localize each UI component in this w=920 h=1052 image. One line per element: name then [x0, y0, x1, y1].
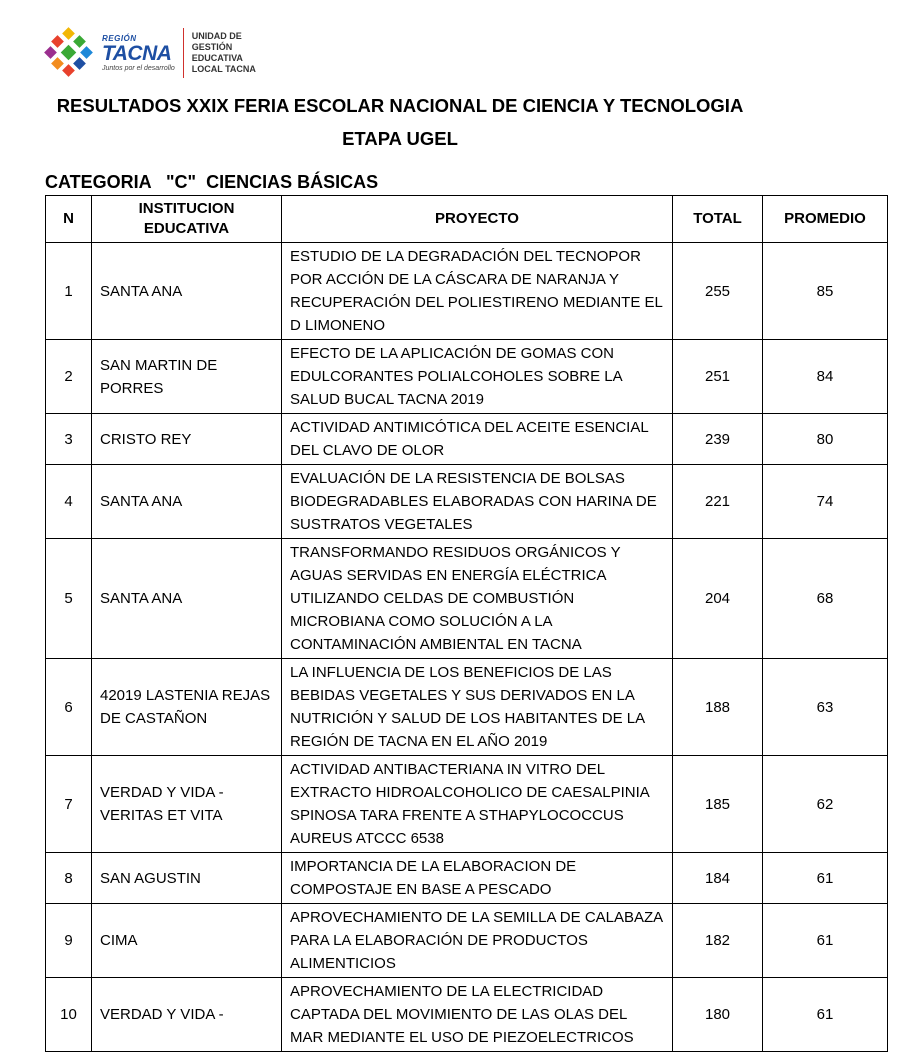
cell-number: 3 — [46, 414, 92, 465]
cell-institution: CRISTO REY — [92, 414, 282, 465]
header-institution: INSTITUCION EDUCATIVA — [92, 196, 282, 243]
cell-average: 63 — [763, 659, 888, 756]
table-row — [46, 539, 888, 659]
cell-number: 1 — [46, 243, 92, 340]
cell-number: 7 — [46, 756, 92, 853]
header-average: PROMEDIO — [763, 196, 888, 243]
cell-project: ESTUDIO DE LA DEGRADACIÓN DEL TECNOPOR POR ACCIÓN DE LA CÁSCARA DE NARANJA Y RECUPERACIÓN DEL POLIESTIRENO MEDIANTE EL D LIMONENO — [282, 243, 673, 340]
cell-total: 204 — [673, 539, 763, 659]
cell-total: 180 — [673, 978, 763, 1052]
logo-name: TACNA — [102, 41, 172, 65]
results-table — [45, 195, 888, 1052]
cell-total: 188 — [673, 659, 763, 756]
cell-number: 9 — [46, 904, 92, 978]
cell-institution: VERDAD Y VIDA - VERITAS ET VITA — [92, 756, 282, 853]
table-row — [46, 659, 888, 756]
ugel-line: GESTIÓN — [191, 42, 233, 52]
cell-number: 10 — [46, 978, 92, 1052]
cell-project: LA INFLUENCIA DE LOS BENEFICIOS DE LAS BEBIDAS VEGETALES Y SUS DERIVADOS EN LA NUTRICIÓN Y SALUD DE LOS HABITANTES DE LA REGIÓN DE TACNA EN EL AÑO 2019 — [282, 659, 673, 756]
cell-institution: SANTA ANA — [92, 465, 282, 539]
cell-institution: 42019 LASTENIA REJAS DE CASTAÑON — [92, 659, 282, 756]
ugel-line: EDUCATIVA — [191, 53, 243, 63]
cell-number: 4 — [46, 465, 92, 539]
cell-project: EVALUACIÓN DE LA RESISTENCIA DE BOLSAS BIODEGRADABLES ELABORADAS CON HARINA DE SUSTRATOS VEGETALES — [282, 465, 673, 539]
table-row — [46, 340, 888, 414]
table-header-row — [46, 196, 888, 243]
header-total: TOTAL — [673, 196, 763, 243]
document-subtitle: ETAPA UGEL — [342, 128, 458, 149]
document-title: RESULTADOS XXIX FERIA ESCOLAR NACIONAL DE CIENCIA Y TECNOLOGIA — [56, 95, 744, 116]
logo-region-label: REGIÓN — [102, 33, 137, 43]
ugel-label — [192, 31, 272, 75]
cell-project: ACTIVIDAD ANTIMICÓTICA DEL ACEITE ESENCIAL DEL CLAVO DE OLOR — [282, 414, 673, 465]
table-row — [46, 978, 888, 1052]
cell-average: 61 — [763, 978, 888, 1052]
cell-total: 184 — [673, 853, 763, 904]
cell-average: 68 — [763, 539, 888, 659]
category-heading: CATEGORIA "C" CIENCIAS BÁSICAS — [45, 172, 379, 192]
table-row — [46, 756, 888, 853]
table-row — [46, 414, 888, 465]
header-divider — [183, 28, 184, 78]
header-project: PROYECTO — [282, 196, 673, 243]
cell-total: 239 — [673, 414, 763, 465]
region-logo-text — [102, 35, 175, 72]
cell-project: ACTIVIDAD ANTIBACTERIANA IN VITRO DEL EXTRACTO HIDROALCOHOLICO DE CAESALPINIA SPINOSA TARA FRENTE A STHAPYLOCOCCUS AUREUS ATCCC 6538 — [282, 756, 673, 853]
cell-number: 8 — [46, 853, 92, 904]
cell-average: 74 — [763, 465, 888, 539]
cell-total: 255 — [673, 243, 763, 340]
cell-average: 85 — [763, 243, 888, 340]
cell-project: IMPORTANCIA DE LA ELABORACION DE COMPOSTAJE EN BASE A PESCADO — [282, 853, 673, 904]
cell-project: TRANSFORMANDO RESIDUOS ORGÁNICOS Y AGUAS SERVIDAS EN ENERGÍA ELÉCTRICA UTILIZANDO CELDAS DE COMBUSTIÓN MICROBIANA COMO SOLUCIÓN A LA CONTAMINACIÓN AMBIENTAL EN TACNA — [282, 539, 673, 659]
cell-total: 251 — [673, 340, 763, 414]
cell-institution: SAN AGUSTIN — [92, 853, 282, 904]
logo-tagline: Juntos por el desarrollo — [102, 64, 175, 72]
header-n: N — [46, 196, 92, 243]
table-row — [46, 243, 888, 340]
cell-number: 6 — [46, 659, 92, 756]
ugel-line: UNIDAD DE — [191, 31, 242, 41]
cell-average: 80 — [763, 414, 888, 465]
cell-project: EFECTO DE LA APLICACIÓN DE GOMAS CON EDULCORANTES POLIALCOHOLES SOBRE LA SALUD BUCAL TACNA 2019 — [282, 340, 673, 414]
cell-institution: VERDAD Y VIDA - — [92, 978, 282, 1052]
document-header — [44, 26, 272, 80]
cell-institution: SANTA ANA — [92, 243, 282, 340]
cell-total: 182 — [673, 904, 763, 978]
cell-project: APROVECHAMIENTO DE LA ELECTRICIDAD CAPTADA DEL MOVIMIENTO DE LAS OLAS DEL MAR MEDIANTE EL USO DE PIEZOELECTRICOS — [282, 978, 673, 1052]
cell-total: 221 — [673, 465, 763, 539]
ugel-line: LOCAL TACNA — [191, 64, 256, 74]
cell-average: 84 — [763, 340, 888, 414]
cell-average: 61 — [763, 853, 888, 904]
table-row — [46, 853, 888, 904]
cell-average: 61 — [763, 904, 888, 978]
region-tacna-logo-icon — [44, 27, 96, 79]
cell-number: 2 — [46, 340, 92, 414]
table-row — [46, 904, 888, 978]
cell-institution: SAN MARTIN DE PORRES — [92, 340, 282, 414]
cell-average: 62 — [763, 756, 888, 853]
cell-institution: CIMA — [92, 904, 282, 978]
cell-number: 5 — [46, 539, 92, 659]
cell-total: 185 — [673, 756, 763, 853]
table-row — [46, 465, 888, 539]
cell-institution: SANTA ANA — [92, 539, 282, 659]
cell-project: APROVECHAMIENTO DE LA SEMILLA DE CALABAZA PARA LA ELABORACIÓN DE PRODUCTOS ALIMENTICIOS — [282, 904, 673, 978]
